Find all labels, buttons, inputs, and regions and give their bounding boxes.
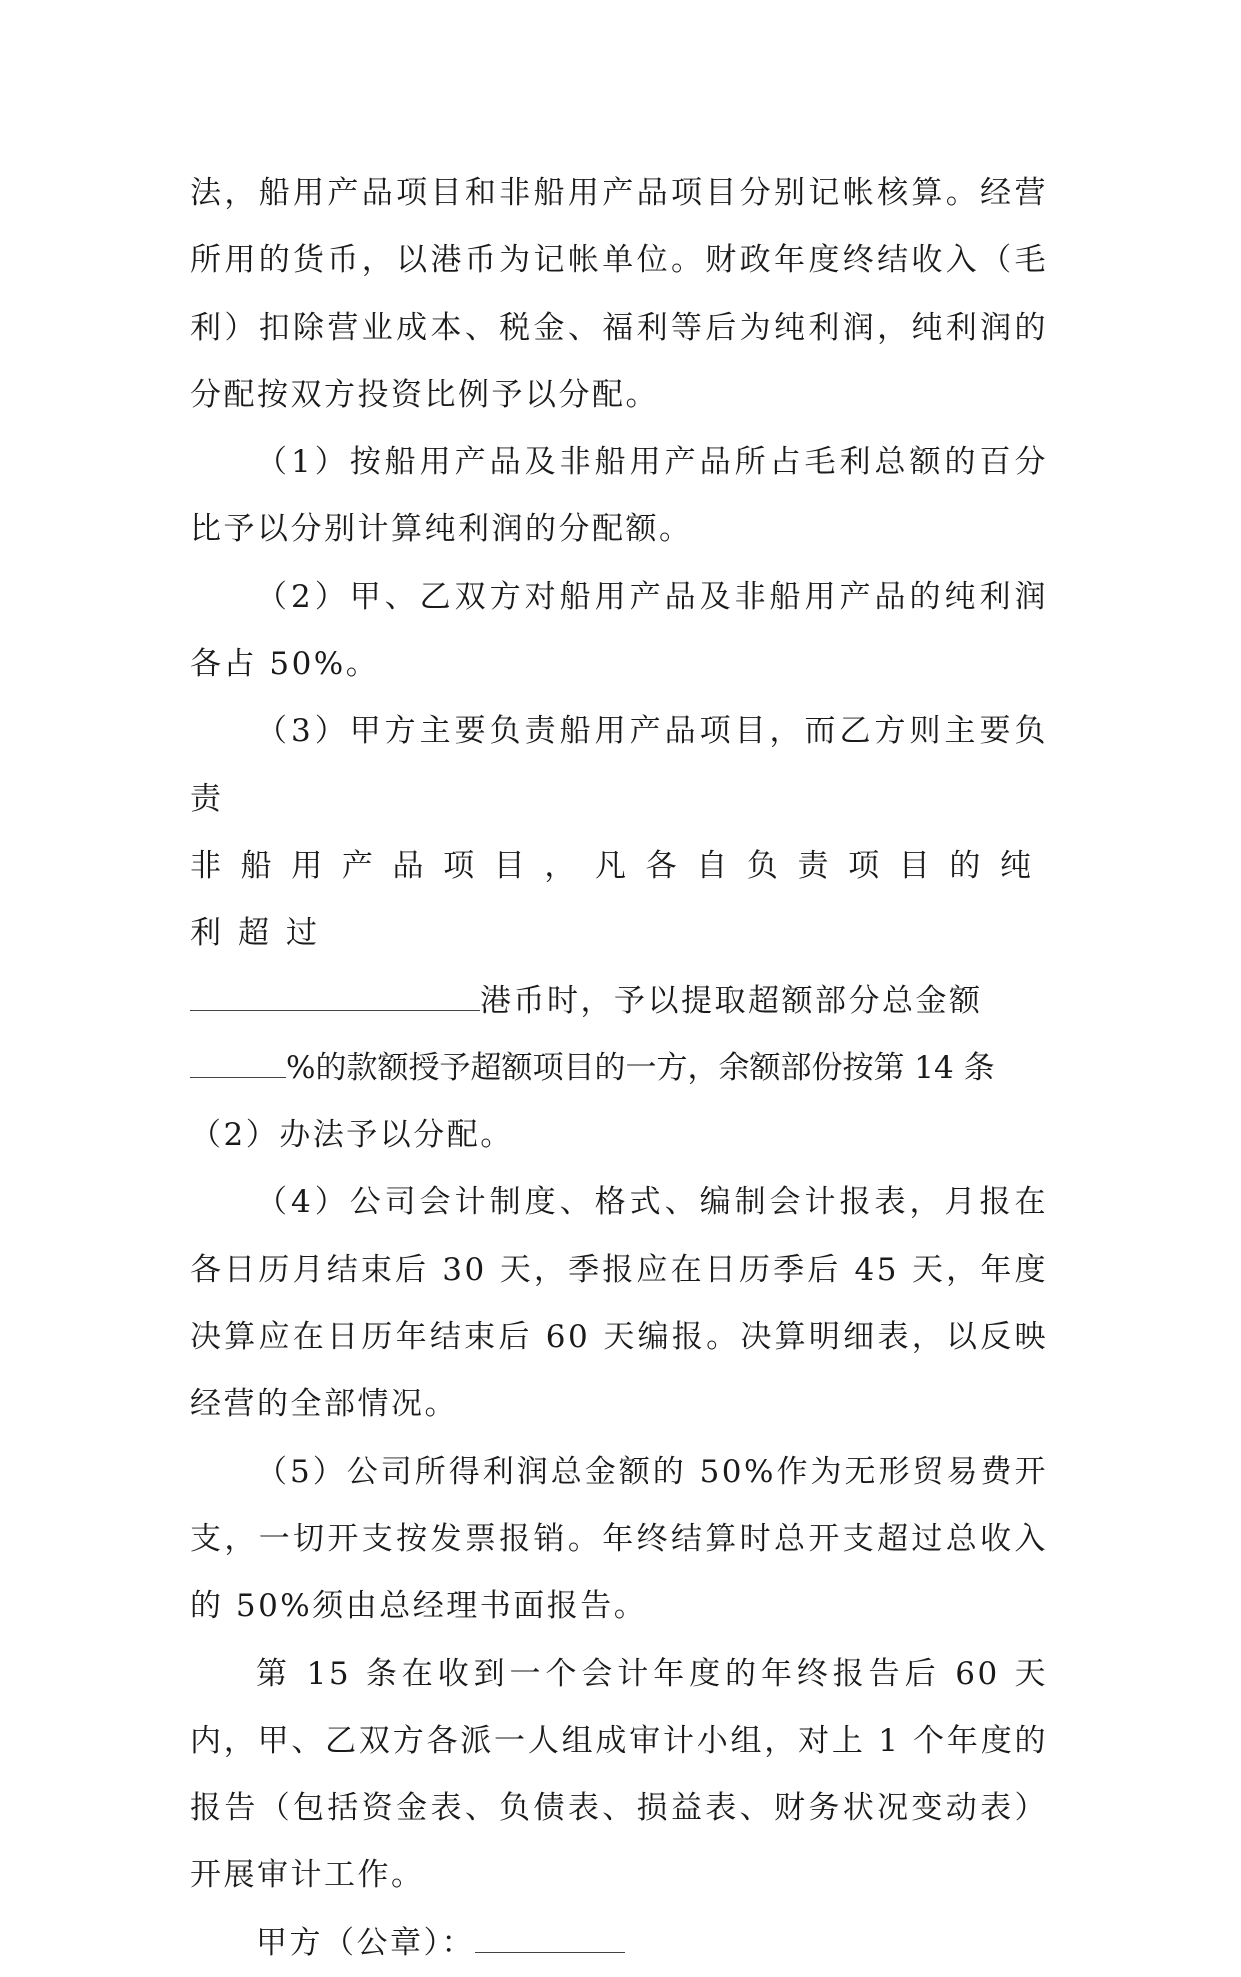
paragraph-item-3 bbox=[190, 698, 1048, 1169]
paragraph-item-5: （5）公司所得利润总金额的 50%作为无形贸易费开支，一切开支按发票报销。年终结算时总开支超过总收入的 50%须由总经理书面报告。 bbox=[190, 1453, 1048, 1625]
paragraph-profit-accounting: 法，船用产品项目和非船用产品项目分别记帐核算。经营所用的货币，以港币为记帐单位。财政年度终结收入（毛利）扣除营业成本、税金、福利等后为纯利润，纯利润的分配按双方投资比例予以分配。 bbox=[190, 175, 1048, 413]
document-body bbox=[190, 160, 1048, 1977]
paragraph-item-4: （4）公司会计制度、格式、编制会计报表，月报在各日历月结束后 30 天，季报应在日历季后 45 天，年度决算应在日历年结束后 60 天编报。决算明细表，以反映经营的全部情况。 bbox=[190, 1184, 1048, 1423]
paragraph-item-3-line-3-text: 港币时，予以提取超额部分总金额 bbox=[480, 982, 983, 1019]
paragraph-item-3-line-4-text: %的款额授予超额项目的一方，余额部份按第 14 条 bbox=[286, 1049, 995, 1086]
paragraph-item-2: （2）甲、乙双方对船用产品及非船用产品的纯利润各占 50%。 bbox=[190, 578, 1048, 683]
paragraph-item-3-line-3 bbox=[190, 968, 1048, 1035]
signature-blank bbox=[475, 1919, 625, 1953]
amount-blank bbox=[190, 977, 480, 1011]
paragraph-item-3-line-1: （3）甲方主要负责船用产品项目，而乙方则主要负责 bbox=[190, 713, 1048, 817]
paragraph-item-3-line-2: 非船用产品项目，凡各自负责项目的纯利超过 bbox=[190, 847, 1048, 952]
paragraph-article-15: 第 15 条在收到一个会计年度的年终报告后 60 天内，甲、乙双方各派一人组成审计小组，对上 1 个年度的报告（包括资金表、负债表、损益表、财务状况变动表）开展审计工作。 bbox=[190, 1655, 1048, 1894]
paragraph-item-3-line-4 bbox=[190, 1035, 1048, 1102]
paragraph-item-1: （1）按船用产品及非船用产品所占毛利总额的百分比予以分别计算纯利润的分配额。 bbox=[190, 444, 1048, 548]
party-a-seal-label: 甲方（公章）： bbox=[256, 1924, 475, 1961]
percent-blank bbox=[190, 1044, 286, 1078]
signature-line-party-a bbox=[190, 1910, 1048, 1977]
paragraph-item-3-line-5: （2）办法予以分配。 bbox=[190, 1117, 514, 1154]
